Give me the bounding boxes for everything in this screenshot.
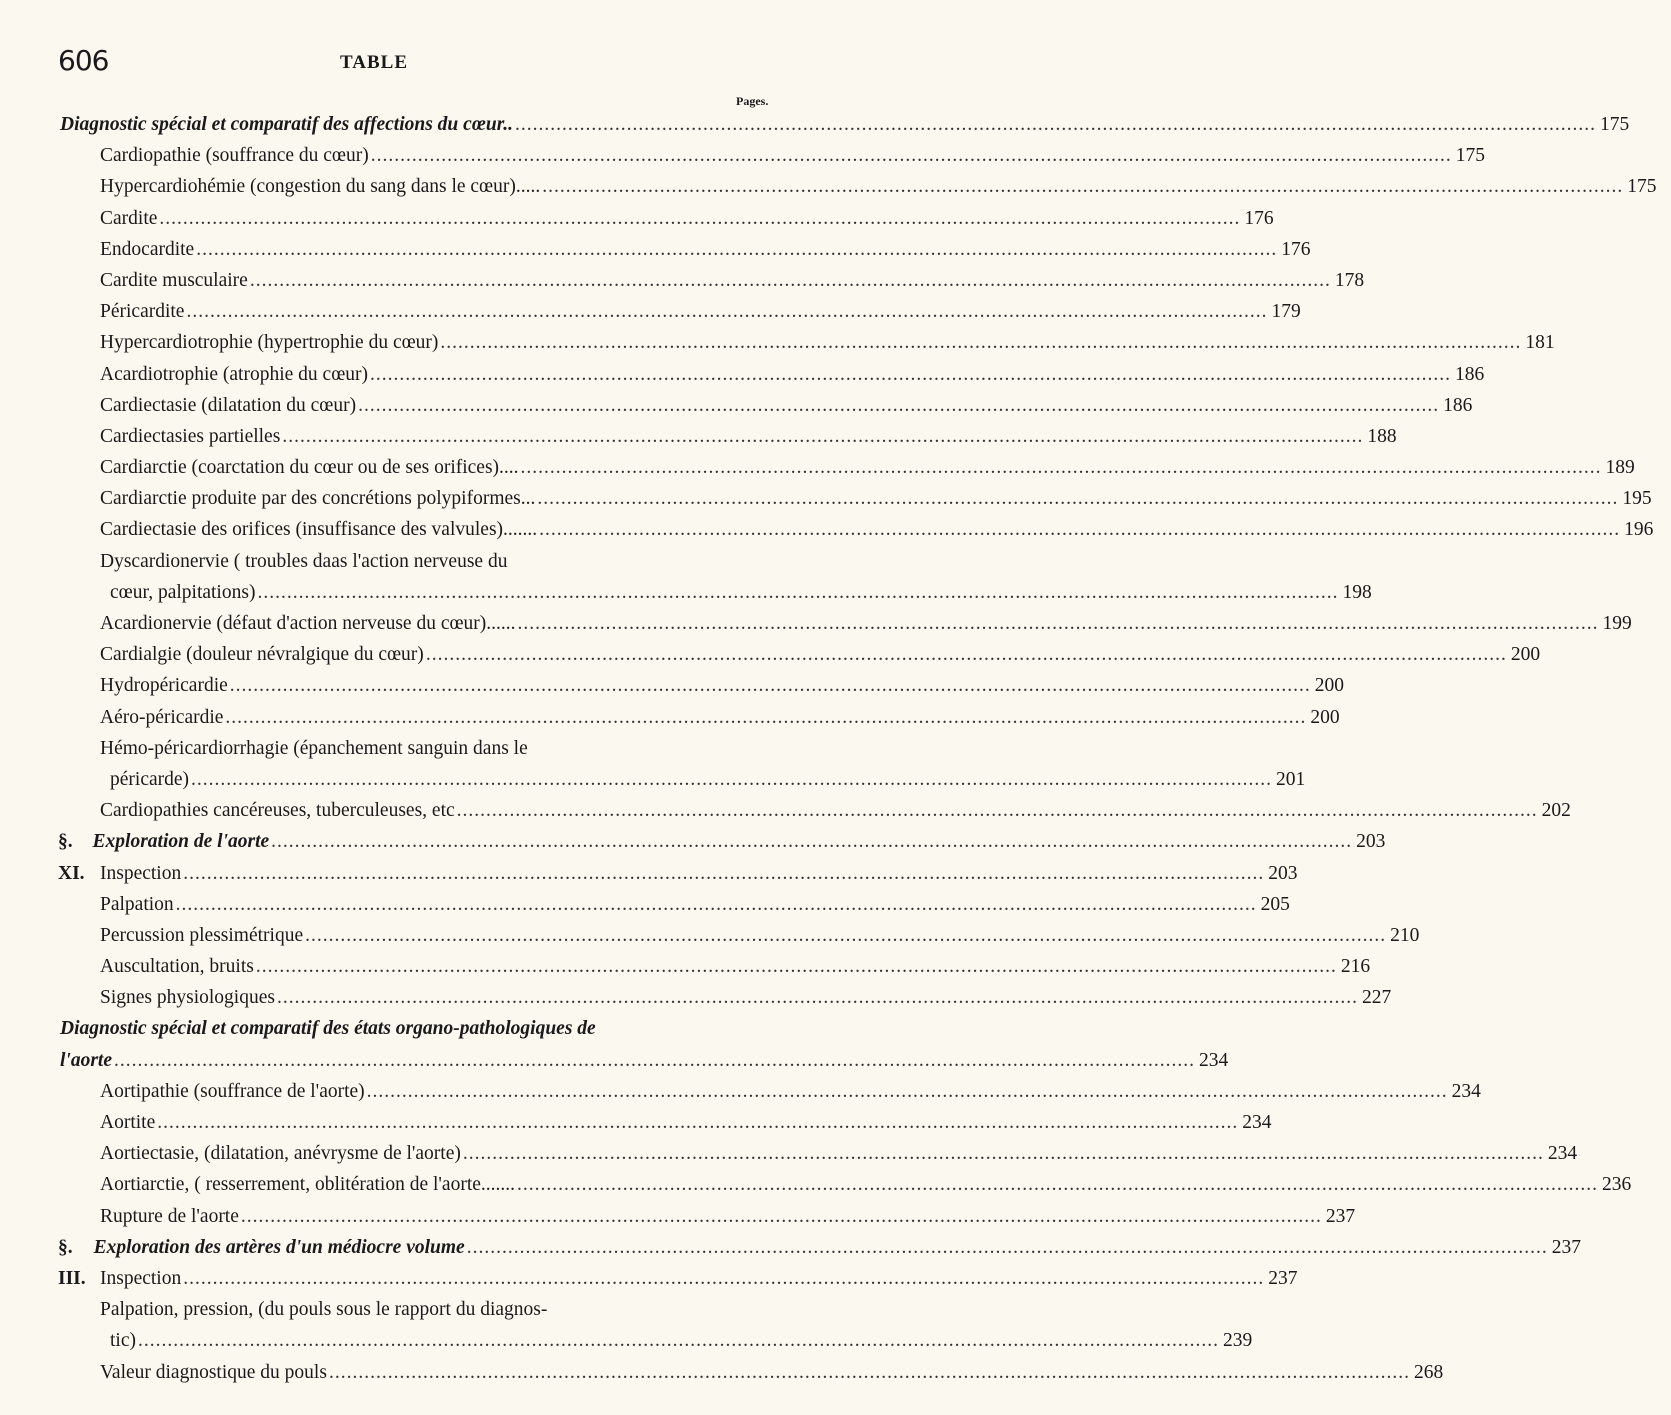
toc-entry [0, 1076, 1481, 1107]
leader-dots [191, 764, 1272, 795]
toc-entry [0, 1263, 1298, 1294]
leader-dots [305, 920, 1386, 951]
toc-entry-title: Inspection [100, 1267, 182, 1289]
toc-entry-title: l'aorte [60, 1049, 112, 1071]
toc-entry-page: 175 [1600, 114, 1630, 135]
toc-entry [0, 171, 1657, 202]
leader-dots [515, 109, 1596, 140]
toc-entry-page: 189 [1605, 457, 1635, 479]
toc-entry-page: 195 [1622, 488, 1652, 510]
toc-entry [0, 951, 1371, 982]
toc-entry-page: 268 [1413, 1361, 1444, 1383]
leader-dots [440, 327, 1521, 358]
leader-dots [183, 858, 1264, 889]
toc-entry [0, 483, 1652, 514]
toc-entry-title: Inspection [100, 862, 182, 884]
leader-dots [186, 296, 1267, 327]
leader-dots [241, 1201, 1322, 1232]
toc-entry [0, 1325, 1253, 1356]
toc-entry-title: Hypercardiotrophie (hypertrophie du cœur) [100, 332, 439, 354]
toc-entry [0, 265, 1365, 296]
leader-dots [517, 1169, 1598, 1200]
leader-dots [114, 1045, 1195, 1076]
toc-entry-title: Aortite [100, 1112, 156, 1133]
toc-entry [0, 1357, 1444, 1388]
toc-entry [0, 203, 1274, 234]
leader-dots [256, 951, 1337, 982]
toc-entry-page: 200 [1314, 675, 1345, 697]
toc-entry-title: Cardiarctie (coarctation du cœur ou de ses orifices).... [100, 457, 519, 479]
leader-dots [521, 452, 1602, 483]
toc-entry [0, 359, 1485, 390]
toc-entry-title: Cardialgie (douleur névralgique du cœur) [100, 644, 424, 666]
toc-entry-title: Cardiopathies cancéreuses, tuberculeuses, etc [100, 800, 455, 822]
toc-entry-page: 176 [1244, 207, 1274, 229]
toc-entry-title: Cardiectasie des orifices (insuffisance des valvules)....... [100, 519, 538, 541]
toc-entry-page: 203 [1268, 862, 1298, 884]
leader-dots [367, 1076, 1448, 1107]
toc-entry [0, 546, 800, 577]
toc-entry-page: 175 [1455, 145, 1485, 167]
leader-dots [467, 1232, 1548, 1263]
toc-entry-page: 201 [1276, 768, 1306, 790]
section-number: §. XI. [58, 831, 85, 884]
toc-entry-title: Acardionervie (défaut d'action nerveuse du cœur)...... [100, 613, 516, 634]
toc-entry-title: Cardiectasie (dilatation du cœur) [100, 394, 357, 416]
leader-dots [539, 514, 1620, 545]
leader-dots [426, 639, 1507, 670]
toc-entry-page: 175 [1627, 176, 1657, 198]
toc-entry [0, 1013, 800, 1044]
toc-entry [0, 1169, 1632, 1200]
toc-entry [0, 1201, 1356, 1232]
toc-entry [0, 140, 1485, 171]
toc-entry-title: cœur, palpitations) [110, 581, 256, 603]
toc-entry-page: 210 [1390, 924, 1420, 946]
toc-entry-title: Palpation [100, 893, 174, 915]
toc-entry-page: 198 [1342, 581, 1372, 603]
toc-entry-page: 199 [1602, 613, 1632, 634]
toc-entry-title: Aortipathie (souffrance de l'aorte) [100, 1080, 365, 1102]
leader-dots [518, 608, 1599, 639]
toc-entry-title: Aortiarctie, ( resserrement, oblitération de l'aorte....... [100, 1174, 516, 1196]
leader-dots [157, 1107, 1238, 1138]
toc-entry-title: Diagnostic spécial et comparatif des affections du cœur.. [60, 114, 513, 135]
leader-dots [196, 234, 1277, 265]
page-number: 606 [58, 44, 109, 77]
toc-entry [0, 1294, 800, 1325]
toc-entry-page: 227 [1361, 987, 1392, 1009]
toc-entry-page: 178 [1334, 269, 1365, 291]
toc-entry-title: Percussion plessimétrique [100, 924, 304, 946]
leader-dots [250, 265, 1331, 296]
toc-entry [0, 982, 1392, 1013]
leader-dots [282, 421, 1363, 452]
toc-entry [0, 889, 1290, 920]
leader-dots [542, 171, 1623, 202]
toc-entry-title: Auscultation, bruits [100, 956, 254, 978]
toc-entry-title: Acardiotrophie (atrophie du cœur) [100, 363, 369, 385]
toc-entry-title: Exploration des artères d'un médiocre volume [93, 1236, 465, 1258]
toc-entry [0, 452, 1635, 483]
toc-entry [0, 1045, 1229, 1076]
toc-entry-title: tic) [110, 1330, 136, 1352]
toc-entry-page: 234 [1451, 1080, 1481, 1102]
toc-entry-page: 234 [1199, 1049, 1229, 1071]
toc-entry [0, 795, 1571, 826]
toc-entry [0, 1107, 1272, 1138]
toc-entry-page: 205 [1260, 893, 1290, 915]
toc-entry-title: Hémo-péricardiorrhagie (épanchement sanguin dans le [100, 737, 528, 759]
toc-entry-page: 186 [1443, 394, 1473, 416]
leader-dots [457, 795, 1538, 826]
leader-dots [257, 577, 1338, 608]
toc-entry [0, 608, 1632, 639]
running-title: TABLE [340, 52, 409, 73]
toc-entry [0, 764, 1306, 795]
leader-dots [358, 390, 1439, 421]
table-of-contents [0, 109, 1657, 1388]
toc-entry-page: 186 [1455, 363, 1485, 385]
toc-entry-title: Signes physiologiques [100, 987, 275, 1009]
toc-entry [0, 702, 1340, 733]
leader-dots [230, 670, 1311, 701]
toc-entry-title: Endocardite [100, 238, 195, 260]
toc-entry-page: 176 [1281, 238, 1311, 260]
toc-entry-title: Diagnostic spécial et comparatif des états organo-pathologiques de [60, 1018, 596, 1040]
toc-entry-title: Palpation, pression, (du pouls sous le rapport du diagnos- [100, 1299, 548, 1321]
toc-entry-title: Hypercardiohémie (congestion du sang dans le cœur)..... [100, 176, 541, 198]
toc-entry-title: Cardite musculaire [100, 269, 248, 291]
pages-column-label: Pages. [736, 94, 769, 108]
toc-entry-title: Hydropéricardie [100, 675, 228, 697]
leader-dots [463, 1138, 1544, 1169]
toc-entry-page: 234 [1547, 1143, 1578, 1165]
toc-entry-title: Dyscardionervie ( troubles daas l'action nerveuse du [100, 550, 508, 572]
section-number: §. III. [58, 1236, 86, 1289]
leader-dots [271, 826, 1352, 857]
toc-entry-title: Exploration de l'aorte [92, 831, 270, 853]
toc-entry [0, 514, 1654, 545]
leader-dots [176, 889, 1257, 920]
toc-entry-title: Valeur diagnostique du pouls [100, 1361, 327, 1383]
toc-entry-title: Rupture de l'aorte [100, 1205, 239, 1227]
toc-entry-title: Cardite [100, 207, 158, 229]
leader-dots [225, 702, 1306, 733]
leader-dots [277, 982, 1358, 1013]
toc-entry-page: 234 [1242, 1112, 1272, 1133]
toc-entry [0, 234, 1311, 265]
toc-entry-title: Cardiopathie (souffrance du cœur) [100, 145, 369, 167]
toc-entry [0, 296, 1301, 327]
toc-entry-page: 200 [1510, 644, 1541, 666]
toc-entry-title: Péricardite [100, 301, 185, 323]
leader-dots [138, 1325, 1219, 1356]
toc-entry [0, 327, 1555, 358]
toc-entry [0, 733, 800, 764]
toc-entry-page: 203 [1356, 831, 1386, 853]
toc-entry [0, 1138, 1578, 1169]
toc-entry-page: 237 [1325, 1205, 1356, 1227]
leader-dots [371, 140, 1452, 171]
toc-entry-page: 200 [1310, 706, 1340, 728]
leader-dots [537, 483, 1618, 514]
leader-dots [370, 359, 1451, 390]
leader-dots [159, 203, 1240, 234]
toc-entry-title: Cardiectasies partielles [100, 425, 281, 447]
toc-entry-page: 179 [1271, 301, 1301, 323]
toc-entry [0, 858, 1298, 889]
toc-entry [0, 670, 1345, 701]
toc-entry-title: péricarde) [110, 768, 190, 790]
toc-entry-title: Aortiectasie, (dilatation, anévrysme de l'aorte) [100, 1143, 461, 1165]
toc-entry-page: 216 [1340, 956, 1371, 978]
toc-entry-title: Cardiarctie produite par des concrétions polypiformes... [100, 488, 536, 510]
leader-dots [183, 1263, 1264, 1294]
toc-entry-page: 181 [1525, 332, 1555, 354]
toc-entry-page: 237 [1551, 1236, 1581, 1258]
leader-dots [329, 1357, 1410, 1388]
toc-entry [0, 920, 1420, 951]
toc-entry-page: 202 [1541, 800, 1571, 822]
toc-entry-title: Aéro-péricardie [100, 706, 224, 728]
toc-entry-page: 188 [1367, 425, 1397, 447]
toc-entry [0, 639, 1541, 670]
toc-entry-page: 239 [1222, 1330, 1253, 1352]
toc-entry [0, 577, 1372, 608]
toc-entry [0, 421, 1397, 452]
toc-entry-page: 237 [1268, 1267, 1298, 1289]
toc-entry-page: 196 [1624, 519, 1654, 541]
toc-entry [0, 109, 1630, 140]
toc-entry [0, 390, 1473, 421]
toc-entry-page: 236 [1602, 1174, 1632, 1196]
